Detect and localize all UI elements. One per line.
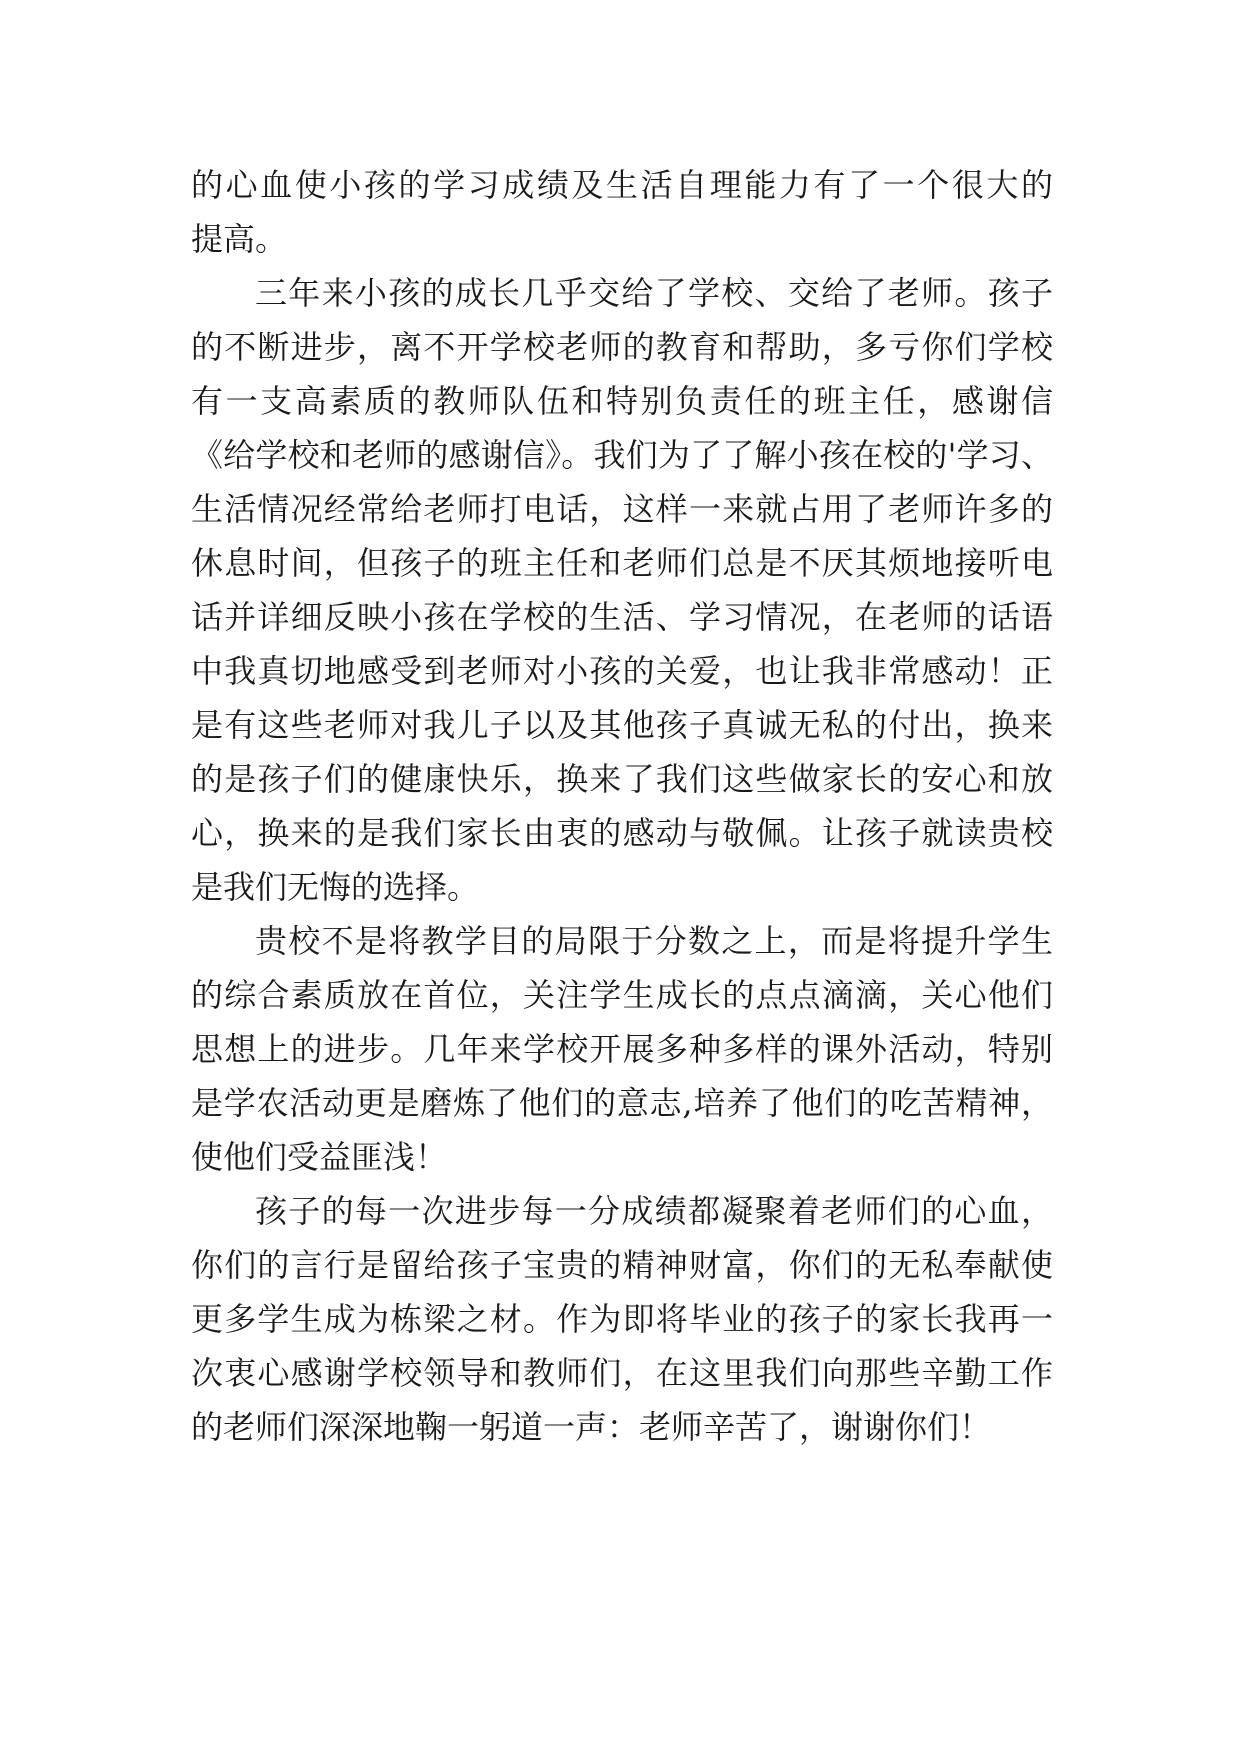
- text-line: 思想上的进步。几年来学校开展多种多样的课外活动，特别: [191, 1030, 1053, 1068]
- text-line: 的不断进步，离不开学校老师的教育和帮助，多亏你们学校: [191, 328, 1053, 366]
- text-line: 孩子的每一次进步每一分成绩都凝聚着老师们的心血，: [255, 1192, 1053, 1230]
- text-line: 《给学校和老师的感谢信》。我们为了了解小孩在校的'学习、: [191, 436, 1053, 474]
- text-line: 的心血使小孩的学习成绩及生活自理能力有了一个很大的: [191, 166, 1053, 204]
- text-line: 次衷心感谢学校领导和教师们，在这里我们向那些辛勤工作: [191, 1354, 1053, 1392]
- text-line: 是有这些老师对我儿子以及其他孩子真诚无私的付出，换来: [191, 706, 1053, 744]
- text-line: 生活情况经常给老师打电话，这样一来就占用了老师许多的: [191, 490, 1053, 528]
- text-line: 有一支高素质的教师队伍和特别负责任的班主任，感谢信: [191, 382, 1053, 420]
- text-line: 提高。: [191, 220, 288, 258]
- text-line: 的是孩子们的健康快乐，换来了我们这些做家长的安心和放: [191, 760, 1053, 798]
- text-line: 中我真切地感受到老师对小孩的关爱，也让我非常感动！正: [191, 652, 1053, 690]
- text-line: 心，换来的是我们家长由衷的感动与敬佩。让孩子就读贵校: [191, 814, 1053, 852]
- text-line: 贵校不是将教学目的局限于分数之上，而是将提升学生: [255, 922, 1053, 960]
- text-line: 是我们无悔的选择。: [191, 868, 480, 906]
- text-line: 更多学生成为栋梁之材。作为即将毕业的孩子的家长我再一: [191, 1300, 1053, 1338]
- text-line: 三年来小孩的成长几乎交给了学校、交给了老师。孩子: [255, 274, 1053, 312]
- text-line: 的综合素质放在首位，关注学生成长的点点滴滴，关心他们: [191, 976, 1053, 1014]
- text-line: 你们的言行是留给孩子宝贵的精神财富，你们的无私奉献使: [191, 1246, 1053, 1284]
- text-line: 使他们受益匪浅！: [191, 1138, 448, 1176]
- letter-body: [191, 158, 1053, 1454]
- text-line: 的老师们深深地鞠一躬道一声：老师辛苦了，谢谢你们！: [191, 1408, 992, 1446]
- text-line: 休息时间，但孩子的班主任和老师们总是不厌其烦地接听电: [191, 544, 1053, 582]
- text-line: 话并详细反映小孩在学校的生活、学习情况，在老师的话语: [191, 598, 1053, 636]
- text-line: 是学农活动更是磨炼了他们的意志,培养了他们的吃苦精神，: [191, 1084, 1053, 1122]
